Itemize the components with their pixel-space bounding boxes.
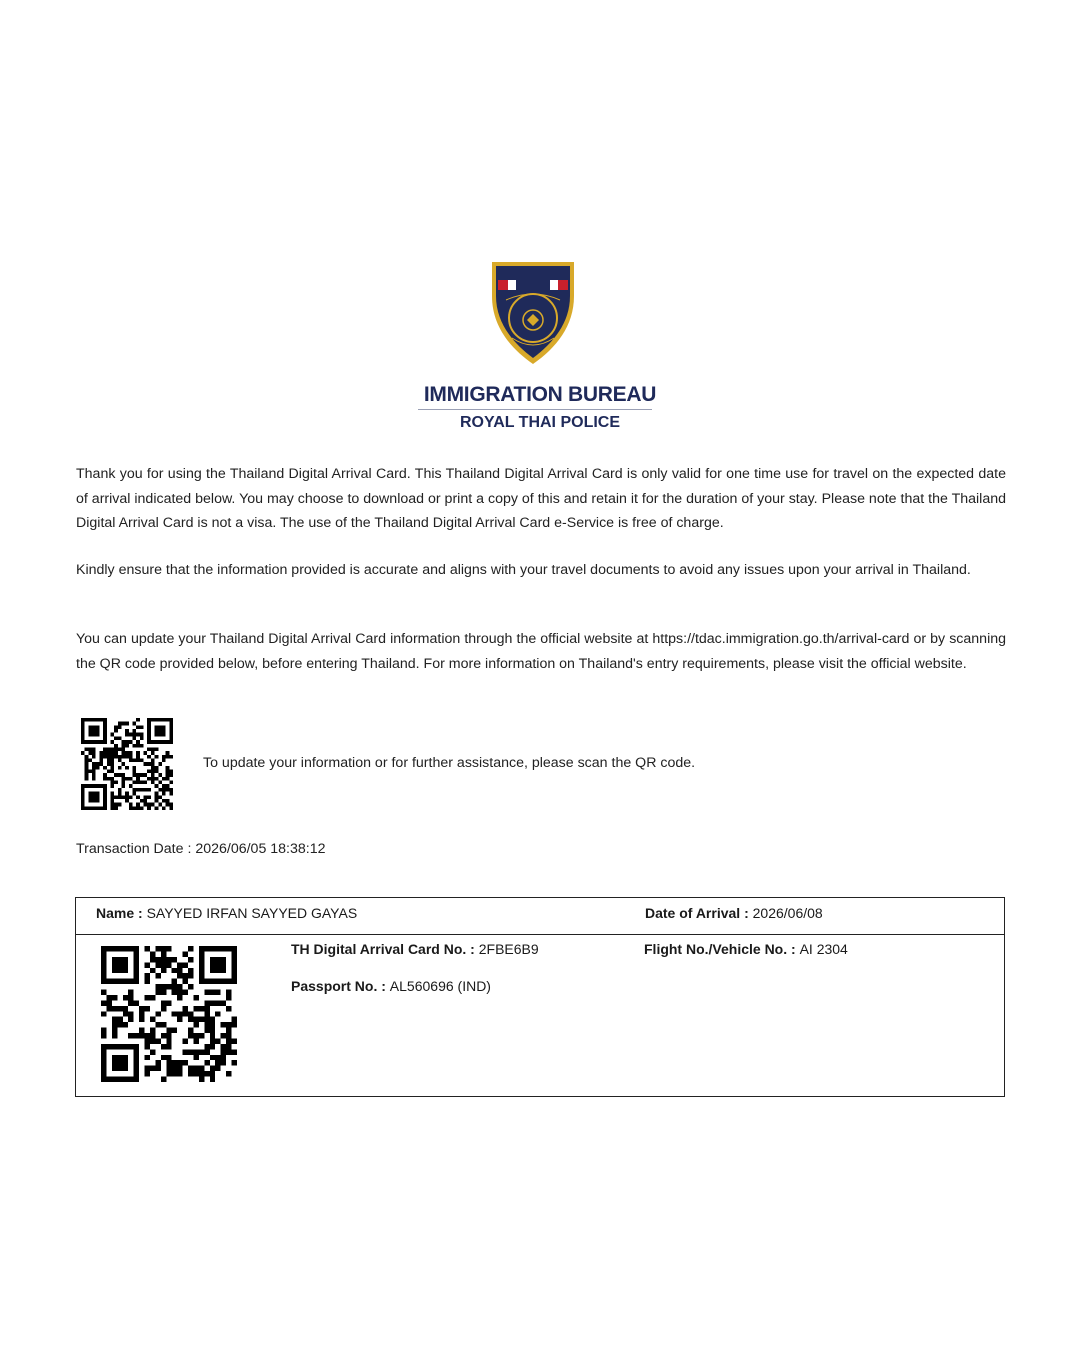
immigration-bureau-badge-logo — [484, 256, 582, 368]
arrival-date-field — [645, 905, 823, 921]
passport-value: AL560696 (IND) — [389, 978, 491, 994]
arrival-date-label: Date of Arrival : — [645, 905, 753, 921]
passport-field — [291, 978, 491, 994]
flight-number-field — [644, 941, 848, 957]
name-value: SAYYED IRFAN SAYYED GAYAS — [146, 905, 358, 921]
org-subtitle: ROYAL THAI POLICE — [459, 414, 621, 431]
card-number-value: 2FBE6B9 — [478, 941, 539, 957]
update-info-paragraph: You can update your Thailand Digital Arrival Card information through the official website at https://tdac.immigration.go.th/arrival-card or by scanning the QR code provided below, before entering Thailand. For more information on Thailand's entry requirements, please visit the official website. — [76, 631, 1006, 672]
passport-label: Passport No. : — [291, 978, 390, 994]
flight-number-label: Flight No./Vehicle No. : — [644, 941, 800, 957]
title-divider — [418, 409, 652, 410]
arrival-date-value: 2026/06/08 — [752, 905, 823, 921]
arrival-card-qr-code[interactable] — [100, 946, 238, 1082]
transaction-date: Transaction Date : 2026/06/05 18:38:12 — [76, 841, 326, 857]
card-number-label: TH Digital Arrival Card No. : — [291, 941, 479, 957]
intro-paragraph: Thank you for using the Thailand Digital Arrival Card. This Thailand Digital Arrival Card is only valid for one time use for travel on the expected date of arrival indicated below. You may choose to download or print a copy of this and retain it for the duration of your stay. Please note that the Thailand Digital Arrival Card is not a visa. The use of the Thailand Digital Arrival Card e-Service is free of charge. — [76, 466, 1006, 531]
org-title: IMMIGRATION BUREAU — [423, 383, 657, 406]
name-label: Name : — [96, 905, 147, 921]
arrival-card-details — [75, 897, 1005, 1097]
accuracy-paragraph: Kindly ensure that the information provided is accurate and aligns with your travel documents to avoid any issues upon your arrival in Thailand. — [76, 562, 971, 578]
update-qr-code[interactable] — [80, 718, 174, 810]
flight-number-value: AI 2304 — [799, 941, 848, 957]
card-number-field — [291, 941, 539, 957]
qr-caption: To update your information or for further assistance, please scan the QR code. — [203, 755, 696, 771]
name-field — [96, 905, 357, 921]
